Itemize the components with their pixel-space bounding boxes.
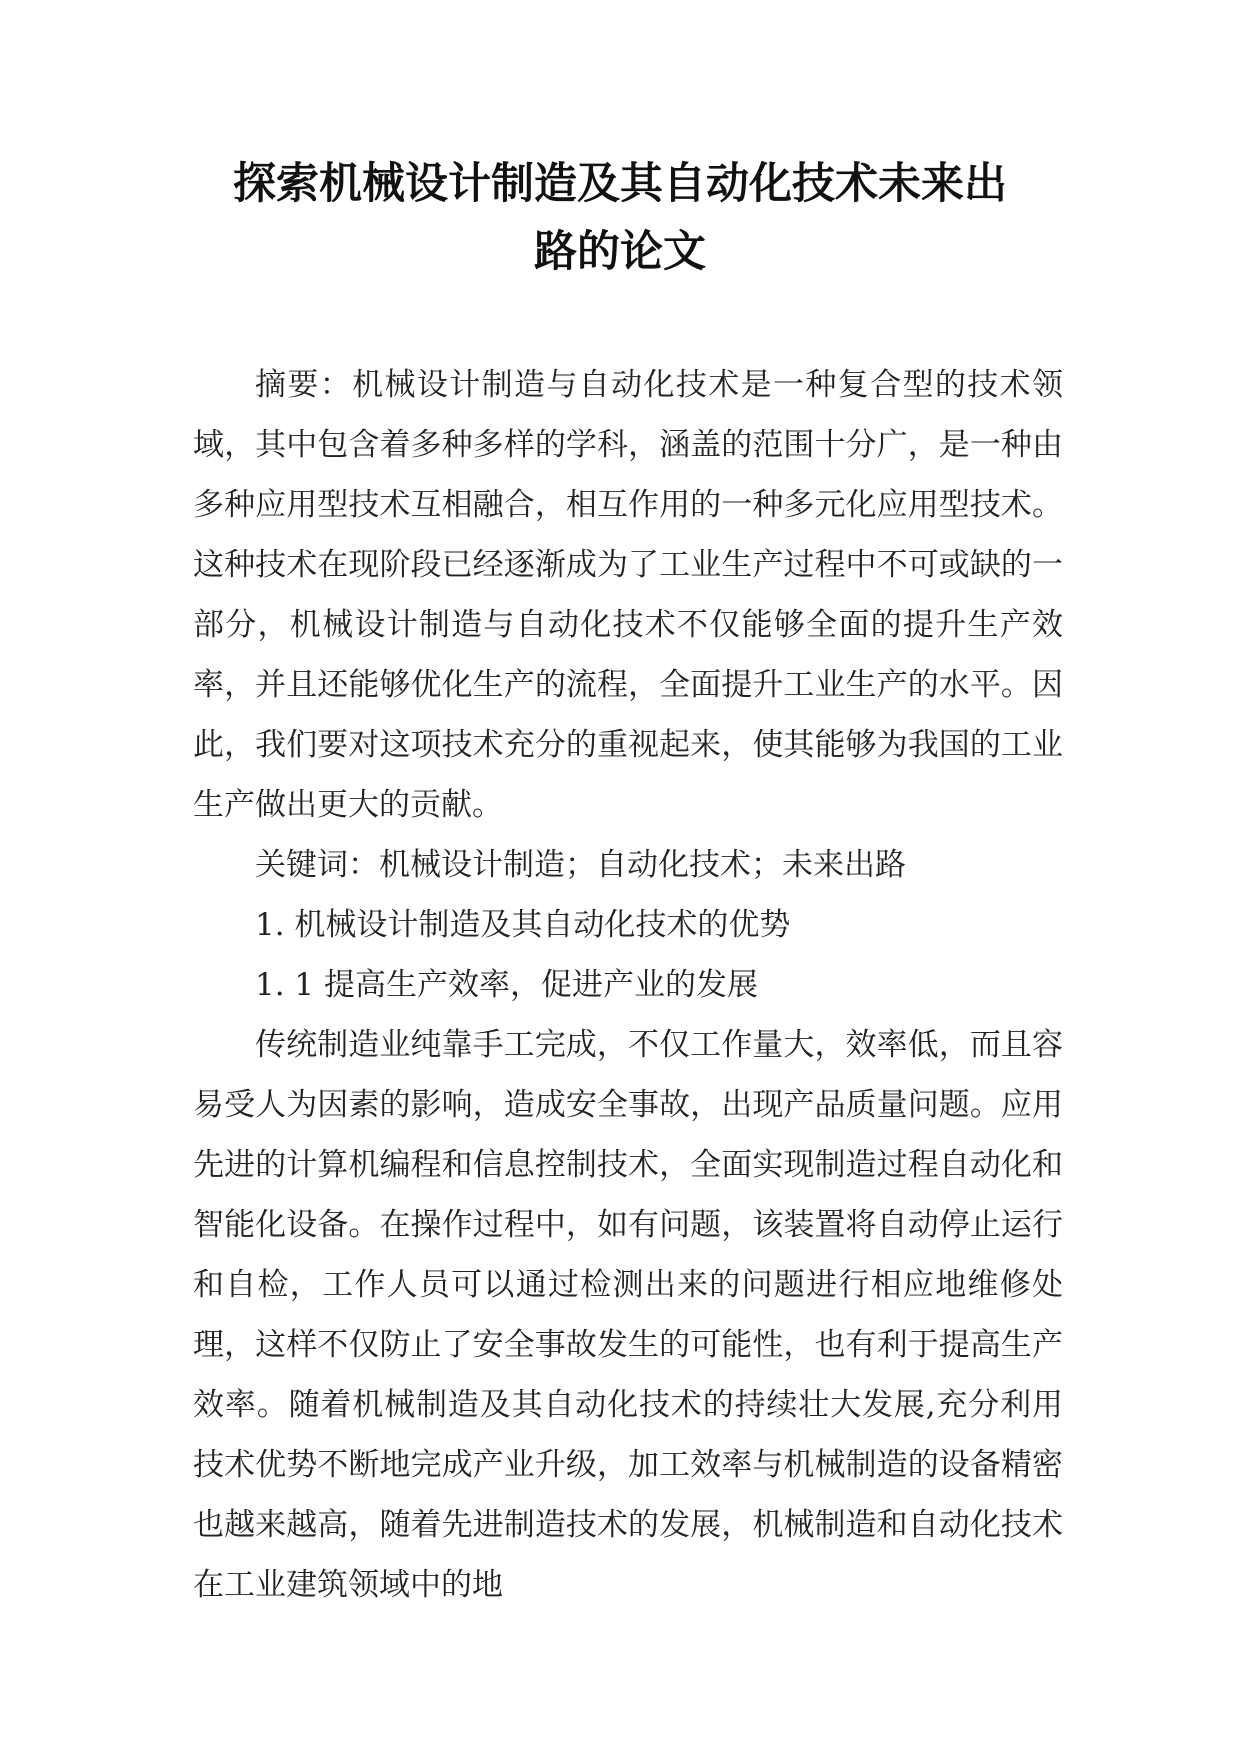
section-heading-1: 1. 机械设计制造及其自动化技术的优势 (255, 907, 791, 943)
keywords-line: 关键词：机械设计制造；自动化技术；未来出路 (255, 847, 906, 883)
document-body (193, 355, 1063, 1615)
subsection-heading-1-1: 1. 1 提高生产效率，促进产业的发展 (255, 967, 759, 1003)
abstract-paragraph: 摘要：机械设计制造与自动化技术是一种复合型的技术领域，其中包含着多种多样的学科，涵盖的范围十分广，是一种由多种应用型技术互相融合，相互作用的一种多元化应用型技术。这种技术在现阶段已经逐渐成为了工业生产过程中不可或缺的一部分，机械设计制造与自动化技术不仅能够全面的提升生产效率，并且还能够优化生产的流程，全面提升工业生产的水平。因此，我们要对这项技术充分的重视起来，使其能够为我国的工业生产做出更大的贡献。 (193, 367, 1063, 823)
document-title (180, 150, 1060, 286)
body-paragraph: 传统制造业纯靠手工完成，不仅工作量大，效率低，而且容易受人为因素的影响，造成安全事故，出现产品质量问题。应用先进的计算机编程和信息控制技术，全面实现制造过程自动化和智能化设备。在操作过程中，如有问题，该装置将自动停止运行和自检，工作人员可以通过检测出来的问题进行相应地维修处理，这样不仅防止了安全事故发生的可能性，也有利于提高生产效率。随着机械制造及其自动化技术的持续壮大发展,充分利用技术优势不断地完成产业升级，加工效率与机械制造的设备精密也越来越高，随着先进制造技术的发展，机械制造和自动化技术在工业建筑领域中的地 (193, 1027, 1063, 1603)
title-line-2: 路的论文 (534, 227, 706, 277)
title-line-1: 探索机械设计制造及其自动化技术未来出 (233, 159, 1007, 209)
